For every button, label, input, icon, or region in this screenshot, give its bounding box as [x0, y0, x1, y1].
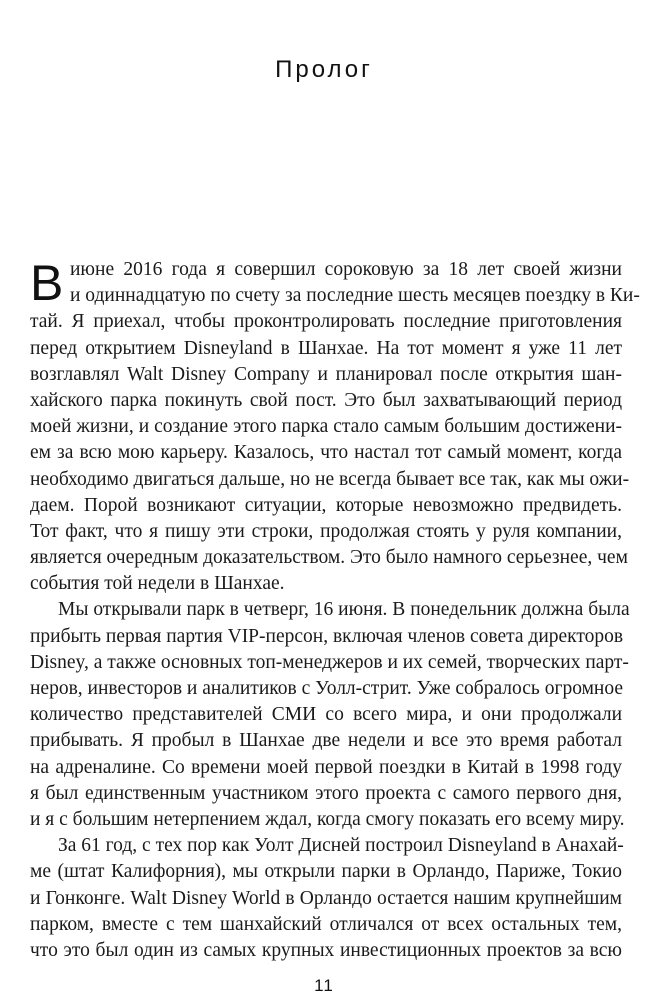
text-line: на адреналине. Со времени моей первой поездки в Китай в 1998 году — [30, 756, 622, 778]
text-line: ме (штат Калифорния), мы открыли парки в Орландо, Париже, Токио — [30, 861, 622, 883]
chapter-title: Пролог — [275, 56, 373, 83]
text-line: неров, инвесторов и аналитиков с Уолл-стрит. Уже собралось огромное — [30, 678, 623, 699]
paragraph — [30, 597, 630, 833]
drop-cap: В — [30, 255, 64, 311]
text-line: перед открытием Disneyland в Шанхае. На тот момент я уже 11 лет — [30, 337, 622, 359]
text-line: количество представителей СМИ со всего мира, и они продолжали — [30, 704, 622, 726]
text-line: Мы открывали парк в четверг, 16 июня. В понедельник должна была — [58, 599, 630, 621]
text-line: даем. Порой возникают ситуации, которые невозможно предвидеть. — [30, 494, 622, 516]
text-line: Disney, а также основных топ-менеджеров и их семей, творческих парт- — [30, 651, 629, 673]
body-text — [30, 255, 640, 964]
text-line: необходимо двигаться дальше, но не всегда бывает все так, как мы ожи- — [30, 468, 630, 490]
text-line: В июне 2016 года я совершил сороковую за 18 лет своей жизни — [30, 255, 622, 311]
text-line: тай. Я приехал, чтобы проконтролировать последние приготовления — [30, 311, 622, 333]
text-line: прибывать. Я пробыл в Шанхае две недели и все это время работал — [30, 730, 622, 752]
paragraph — [30, 255, 640, 597]
text-line: парком, вместе с тем шанхайский отличался от всех остальных тем, — [30, 913, 622, 935]
text-line: является очередным доказательством. Это было намного серьезнее, чем — [30, 547, 628, 569]
text-line: и Гонконге. Walt Disney World в Орландо остается нашим крупнейшим — [30, 887, 622, 909]
text-line: возглавлял Walt Disney Company и планировал после открытия шан- — [30, 363, 622, 385]
page-number: 11 — [314, 976, 334, 995]
text-line: что это был один из самых крупных инвестиционных проектов за всю — [30, 939, 622, 961]
text-line: прибыть первая партия VIP-персон, включая членов совета директоров — [30, 625, 624, 647]
text-line: Тот факт, что я пишу эти строки, продолжая стоять у руля компании, — [30, 520, 622, 542]
text-line: события той недели в Шанхае. — [30, 573, 285, 595]
paragraph — [30, 833, 622, 964]
text-line: хайского парка покинуть свой пост. Это был захватывающий период — [30, 389, 622, 411]
text-line: моей жизни, и создание этого парка стало самым большим достижени- — [30, 416, 622, 438]
text-line: я был единственным участником этого проекта с самого первого дня, — [30, 782, 622, 804]
text-line: и одиннадцатую по счету за последние шесть месяцев поездку в Ки- — [70, 285, 640, 307]
text-line: и я с большим нетерпением ждал, когда смогу показать его всему миру. — [30, 808, 625, 830]
text-line: ем за всю мою карьеру. Казалось, что настал тот самый момент, когда — [30, 442, 622, 464]
text-line: За 61 год, с тех пор как Уолт Дисней построил Disneyland в Анахай- — [58, 835, 624, 857]
